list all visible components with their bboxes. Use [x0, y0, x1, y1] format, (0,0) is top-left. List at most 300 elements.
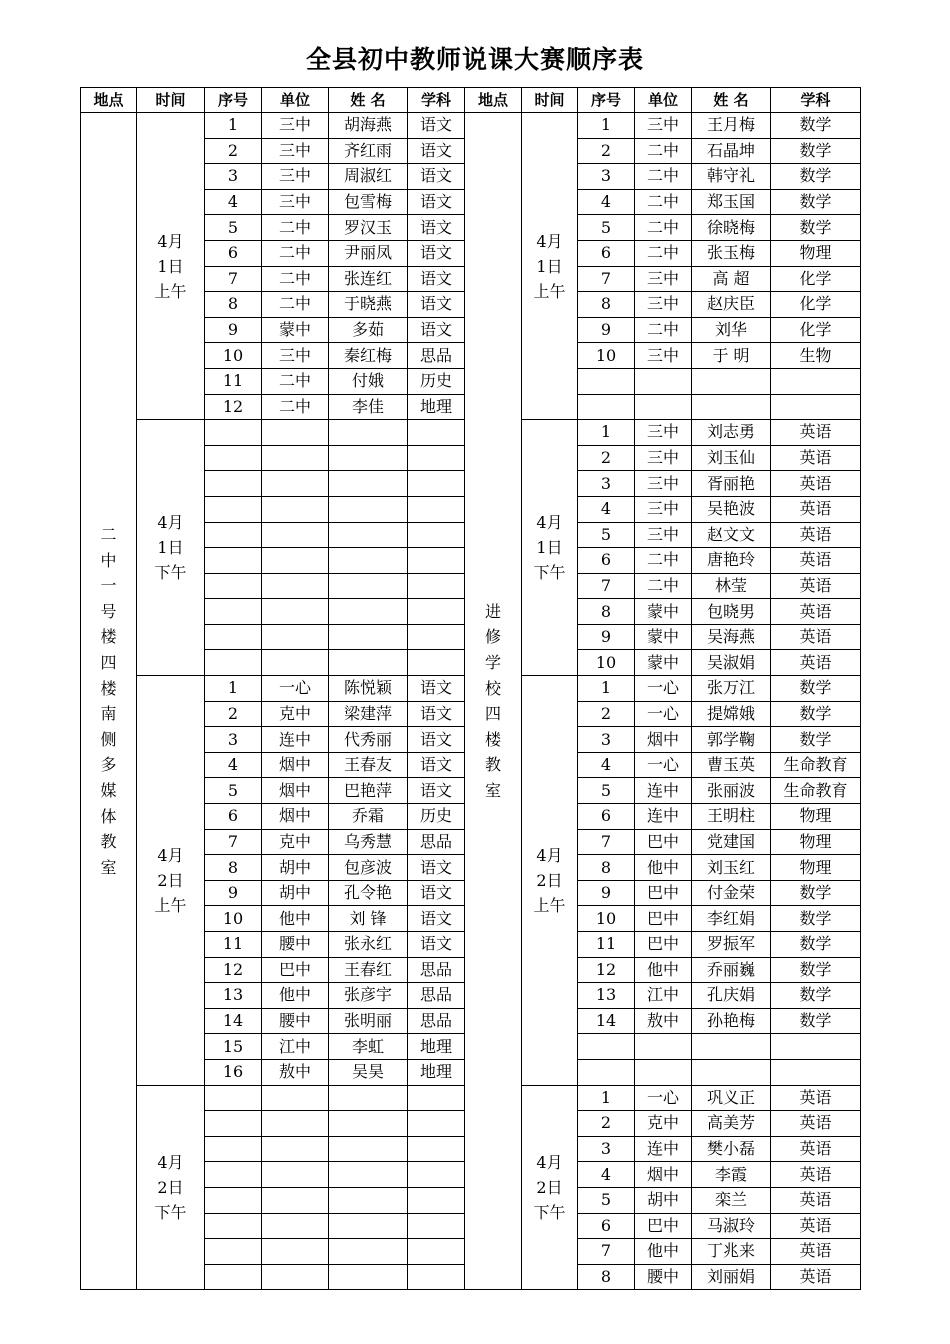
unit-cell: 三中 — [262, 343, 329, 369]
column-header: 学科 — [771, 88, 861, 113]
unit-cell: 他中 — [635, 957, 692, 983]
seq-cell: 4 — [578, 752, 635, 778]
seq-cell: 5 — [578, 1187, 635, 1213]
name-cell: 多茹 — [329, 317, 408, 343]
name-cell: 刘 锋 — [329, 906, 408, 932]
seq-cell: 11 — [205, 368, 262, 394]
subject-cell: 数学 — [771, 957, 861, 983]
seq-cell — [578, 394, 635, 420]
time-slot-text: 4月 2日 上午 — [154, 845, 187, 915]
seq-cell: 2 — [578, 701, 635, 727]
column-header: 序号 — [205, 88, 262, 113]
time-slot-cell — [137, 676, 205, 1086]
seq-cell: 1 — [205, 676, 262, 702]
name-cell: 孔令艳 — [329, 880, 408, 906]
seq-cell: 7 — [578, 266, 635, 292]
seq-cell: 8 — [578, 599, 635, 625]
seq-cell: 6 — [205, 804, 262, 830]
seq-cell: 12 — [205, 394, 262, 420]
name-cell: 孔庆娟 — [692, 983, 771, 1009]
seq-cell — [205, 1213, 262, 1239]
subject-cell: 英语 — [771, 573, 861, 599]
subject-cell — [408, 445, 465, 471]
unit-cell: 一心 — [635, 752, 692, 778]
unit-cell: 烟中 — [262, 752, 329, 778]
subject-cell: 语文 — [408, 240, 465, 266]
unit-cell: 二中 — [262, 292, 329, 318]
unit-cell: 连中 — [635, 1136, 692, 1162]
subject-cell — [408, 573, 465, 599]
seq-cell: 6 — [578, 548, 635, 574]
subject-cell — [408, 650, 465, 676]
seq-cell — [205, 522, 262, 548]
name-cell: 樊小磊 — [692, 1136, 771, 1162]
name-cell: 包彦波 — [329, 855, 408, 881]
seq-cell: 8 — [578, 1264, 635, 1290]
subject-cell: 历史 — [408, 804, 465, 830]
seq-cell: 2 — [578, 138, 635, 164]
seq-cell: 8 — [578, 855, 635, 881]
name-cell: 于晓燕 — [329, 292, 408, 318]
name-cell: 孙艳梅 — [692, 1008, 771, 1034]
subject-cell: 英语 — [771, 1239, 861, 1265]
subject-cell: 数学 — [771, 906, 861, 932]
subject-cell: 思品 — [408, 343, 465, 369]
seq-cell: 5 — [205, 778, 262, 804]
name-cell: 马淑玲 — [692, 1213, 771, 1239]
name-cell: 赵文文 — [692, 522, 771, 548]
seq-cell: 3 — [578, 164, 635, 190]
name-cell: 李佳 — [329, 394, 408, 420]
unit-cell: 蒙中 — [635, 599, 692, 625]
name-cell: 周淑红 — [329, 164, 408, 190]
time-slot-text: 4月 1日 下午 — [154, 513, 187, 583]
unit-cell: 腰中 — [262, 932, 329, 958]
column-header: 时间 — [522, 88, 578, 113]
subject-cell — [408, 1162, 465, 1188]
subject-cell: 英语 — [771, 522, 861, 548]
name-cell: 付娥 — [329, 368, 408, 394]
seq-cell: 4 — [578, 496, 635, 522]
unit-cell: 三中 — [635, 471, 692, 497]
name-cell — [692, 1059, 771, 1085]
seq-cell: 10 — [205, 906, 262, 932]
unit-cell: 连中 — [262, 727, 329, 753]
seq-cell — [578, 368, 635, 394]
subject-cell — [408, 599, 465, 625]
seq-cell: 8 — [205, 292, 262, 318]
subject-cell — [408, 496, 465, 522]
subject-cell: 语文 — [408, 778, 465, 804]
subject-cell: 语文 — [408, 906, 465, 932]
subject-cell: 数学 — [771, 676, 861, 702]
seq-cell: 7 — [205, 266, 262, 292]
name-cell: 唐艳玲 — [692, 548, 771, 574]
seq-cell: 9 — [578, 317, 635, 343]
name-cell — [329, 445, 408, 471]
subject-cell: 数学 — [771, 164, 861, 190]
name-cell: 张彦宇 — [329, 983, 408, 1009]
unit-cell: 三中 — [635, 496, 692, 522]
unit-cell — [262, 1264, 329, 1290]
subject-cell — [771, 394, 861, 420]
unit-cell: 巴中 — [635, 1213, 692, 1239]
subject-cell: 英语 — [771, 548, 861, 574]
time-slot-text: 4月 1日 上午 — [533, 231, 566, 301]
seq-cell: 14 — [578, 1008, 635, 1034]
unit-cell: 三中 — [262, 113, 329, 139]
unit-cell: 三中 — [635, 343, 692, 369]
name-cell: 尹丽凤 — [329, 240, 408, 266]
name-cell: 于 明 — [692, 343, 771, 369]
left-venue-cell — [81, 113, 137, 1290]
unit-cell: 三中 — [635, 445, 692, 471]
name-cell — [329, 522, 408, 548]
subject-cell — [408, 420, 465, 446]
unit-cell: 二中 — [635, 215, 692, 241]
unit-cell: 江中 — [262, 1034, 329, 1060]
subject-cell: 英语 — [771, 1187, 861, 1213]
subject-cell: 思品 — [408, 957, 465, 983]
unit-cell: 三中 — [262, 164, 329, 190]
seq-cell: 9 — [578, 880, 635, 906]
seq-cell — [205, 650, 262, 676]
unit-cell: 敖中 — [262, 1059, 329, 1085]
subject-cell: 思品 — [408, 983, 465, 1009]
name-cell — [329, 548, 408, 574]
subject-cell: 化学 — [771, 266, 861, 292]
seq-cell — [205, 1162, 262, 1188]
seq-cell — [205, 1136, 262, 1162]
name-cell — [329, 496, 408, 522]
subject-cell: 英语 — [771, 471, 861, 497]
subject-cell: 物理 — [771, 240, 861, 266]
unit-cell — [262, 445, 329, 471]
unit-cell: 连中 — [635, 804, 692, 830]
name-cell — [329, 1239, 408, 1265]
seq-cell: 5 — [578, 778, 635, 804]
time-slot-text: 4月 1日 下午 — [533, 513, 566, 583]
name-cell: 赵庆臣 — [692, 292, 771, 318]
subject-cell: 英语 — [771, 445, 861, 471]
column-header: 单位 — [262, 88, 329, 113]
subject-cell: 语文 — [408, 880, 465, 906]
unit-cell: 二中 — [262, 394, 329, 420]
seq-cell: 1 — [578, 676, 635, 702]
seq-cell: 2 — [578, 1111, 635, 1137]
time-slot-cell — [137, 113, 205, 420]
unit-cell: 巴中 — [635, 932, 692, 958]
seq-cell — [205, 599, 262, 625]
name-cell — [329, 420, 408, 446]
name-cell: 李霞 — [692, 1162, 771, 1188]
seq-cell: 3 — [578, 471, 635, 497]
seq-cell — [205, 420, 262, 446]
subject-cell: 语文 — [408, 113, 465, 139]
name-cell: 胥丽艳 — [692, 471, 771, 497]
seq-cell: 10 — [205, 343, 262, 369]
time-slot-cell — [522, 420, 578, 676]
unit-cell: 三中 — [635, 522, 692, 548]
seq-cell — [205, 1085, 262, 1111]
unit-cell: 蒙中 — [262, 317, 329, 343]
seq-cell: 6 — [205, 240, 262, 266]
name-cell: 罗振军 — [692, 932, 771, 958]
name-cell — [329, 573, 408, 599]
name-cell: 张玉梅 — [692, 240, 771, 266]
unit-cell: 胡中 — [262, 855, 329, 881]
seq-cell: 2 — [205, 701, 262, 727]
name-cell: 刘玉仙 — [692, 445, 771, 471]
seq-cell: 4 — [578, 189, 635, 215]
seq-cell: 6 — [578, 240, 635, 266]
name-cell: 刘玉红 — [692, 855, 771, 881]
seq-cell: 11 — [205, 932, 262, 958]
name-cell: 包晓男 — [692, 599, 771, 625]
subject-cell: 化学 — [771, 292, 861, 318]
subject-cell: 生物 — [771, 343, 861, 369]
subject-cell: 语文 — [408, 727, 465, 753]
subject-cell: 英语 — [771, 650, 861, 676]
subject-cell: 数学 — [771, 189, 861, 215]
unit-cell: 他中 — [262, 906, 329, 932]
name-cell: 林莹 — [692, 573, 771, 599]
subject-cell: 物理 — [771, 829, 861, 855]
time-slot-text: 4月 2日 下午 — [154, 1152, 187, 1222]
name-cell: 党建国 — [692, 829, 771, 855]
seq-cell: 9 — [205, 317, 262, 343]
subject-cell: 英语 — [771, 1264, 861, 1290]
subject-cell: 数学 — [771, 1008, 861, 1034]
subject-cell: 数学 — [771, 113, 861, 139]
name-cell: 张丽波 — [692, 778, 771, 804]
unit-cell — [262, 522, 329, 548]
unit-cell — [262, 471, 329, 497]
seq-cell: 7 — [578, 829, 635, 855]
unit-cell: 一心 — [635, 676, 692, 702]
unit-cell — [635, 394, 692, 420]
unit-cell: 克中 — [262, 829, 329, 855]
time-slot-cell — [137, 420, 205, 676]
subject-cell: 数学 — [771, 932, 861, 958]
subject-cell — [408, 1136, 465, 1162]
subject-cell: 数学 — [771, 880, 861, 906]
subject-cell: 数学 — [771, 215, 861, 241]
venue-text: 二中一号楼四楼南侧多媒体教室 — [100, 525, 117, 877]
subject-cell: 语文 — [408, 317, 465, 343]
name-cell: 巩义正 — [692, 1085, 771, 1111]
seq-cell: 9 — [205, 880, 262, 906]
subject-cell: 地理 — [408, 1059, 465, 1085]
name-cell — [329, 599, 408, 625]
name-cell: 石晶坤 — [692, 138, 771, 164]
name-cell: 刘志勇 — [692, 420, 771, 446]
name-cell — [329, 650, 408, 676]
name-cell — [692, 394, 771, 420]
seq-cell: 7 — [205, 829, 262, 855]
subject-cell: 地理 — [408, 1034, 465, 1060]
unit-cell: 烟中 — [635, 727, 692, 753]
unit-cell: 二中 — [262, 215, 329, 241]
seq-cell — [205, 573, 262, 599]
seq-cell: 5 — [205, 215, 262, 241]
unit-cell: 二中 — [262, 266, 329, 292]
subject-cell: 语文 — [408, 215, 465, 241]
unit-cell: 烟中 — [635, 1162, 692, 1188]
column-header: 序号 — [578, 88, 635, 113]
unit-cell — [262, 1162, 329, 1188]
seq-cell: 10 — [578, 650, 635, 676]
name-cell — [329, 1136, 408, 1162]
time-slot-text: 4月 2日 上午 — [533, 845, 566, 915]
name-cell: 乔霜 — [329, 804, 408, 830]
time-slot-cell — [522, 113, 578, 420]
name-cell — [329, 1187, 408, 1213]
unit-cell — [262, 1136, 329, 1162]
seq-cell: 1 — [205, 113, 262, 139]
subject-cell: 英语 — [771, 1162, 861, 1188]
name-cell — [692, 368, 771, 394]
name-cell — [329, 624, 408, 650]
unit-cell — [262, 599, 329, 625]
name-cell — [329, 1085, 408, 1111]
unit-cell: 敖中 — [635, 1008, 692, 1034]
subject-cell — [408, 522, 465, 548]
name-cell: 代秀丽 — [329, 727, 408, 753]
subject-cell: 物理 — [771, 855, 861, 881]
name-cell: 吴海燕 — [692, 624, 771, 650]
page-title: 全县初中教师说课大赛顺序表 — [305, 45, 644, 74]
name-cell: 丁兆来 — [692, 1239, 771, 1265]
time-slot-cell — [522, 676, 578, 1086]
subject-cell: 思品 — [408, 829, 465, 855]
subject-cell — [408, 1264, 465, 1290]
unit-cell: 三中 — [262, 189, 329, 215]
subject-cell — [408, 471, 465, 497]
subject-cell — [408, 1111, 465, 1137]
name-cell: 刘丽娟 — [692, 1264, 771, 1290]
seq-cell: 1 — [578, 1085, 635, 1111]
unit-cell — [262, 650, 329, 676]
unit-cell: 连中 — [635, 778, 692, 804]
name-cell — [329, 1213, 408, 1239]
subject-cell — [408, 624, 465, 650]
name-cell — [329, 1264, 408, 1290]
name-cell: 李虹 — [329, 1034, 408, 1060]
seq-cell: 5 — [578, 215, 635, 241]
name-cell: 郭学鞠 — [692, 727, 771, 753]
seq-cell — [205, 624, 262, 650]
seq-cell: 3 — [578, 727, 635, 753]
subject-cell — [408, 1085, 465, 1111]
unit-cell: 三中 — [635, 420, 692, 446]
subject-cell: 生命教育 — [771, 778, 861, 804]
column-header: 地点 — [465, 88, 522, 113]
venue-text: 进修学校四楼教室 — [484, 601, 501, 800]
subject-cell: 英语 — [771, 1213, 861, 1239]
seq-cell: 4 — [205, 189, 262, 215]
subject-cell: 生命教育 — [771, 752, 861, 778]
seq-cell: 12 — [578, 957, 635, 983]
unit-cell — [262, 1213, 329, 1239]
unit-cell: 巴中 — [262, 957, 329, 983]
name-cell: 栾兰 — [692, 1187, 771, 1213]
name-cell: 齐红雨 — [329, 138, 408, 164]
name-cell: 郑玉国 — [692, 189, 771, 215]
seq-cell: 7 — [578, 573, 635, 599]
unit-cell: 三中 — [262, 138, 329, 164]
subject-cell: 数学 — [771, 983, 861, 1009]
seq-cell: 2 — [205, 138, 262, 164]
unit-cell: 二中 — [635, 138, 692, 164]
unit-cell: 巴中 — [635, 880, 692, 906]
unit-cell — [635, 368, 692, 394]
unit-cell: 胡中 — [635, 1187, 692, 1213]
seq-cell: 9 — [578, 624, 635, 650]
unit-cell: 蒙中 — [635, 624, 692, 650]
unit-cell — [262, 1111, 329, 1137]
subject-cell: 英语 — [771, 624, 861, 650]
seq-cell: 10 — [578, 906, 635, 932]
column-header: 姓 名 — [692, 88, 771, 113]
unit-cell: 三中 — [635, 113, 692, 139]
seq-cell — [205, 1239, 262, 1265]
name-cell: 王春红 — [329, 957, 408, 983]
name-cell: 张连红 — [329, 266, 408, 292]
seq-cell: 5 — [578, 522, 635, 548]
subject-cell: 语文 — [408, 752, 465, 778]
unit-cell: 二中 — [635, 164, 692, 190]
name-cell: 曹玉英 — [692, 752, 771, 778]
schedule-table — [80, 87, 861, 1290]
subject-cell: 地理 — [408, 394, 465, 420]
subject-cell: 数学 — [771, 138, 861, 164]
unit-cell: 三中 — [635, 266, 692, 292]
seq-cell — [205, 1187, 262, 1213]
subject-cell: 语文 — [408, 189, 465, 215]
right-venue-cell — [465, 113, 522, 1290]
time-slot-text: 4月 2日 下午 — [533, 1152, 566, 1222]
subject-cell — [771, 1059, 861, 1085]
name-cell — [329, 1162, 408, 1188]
header-row — [81, 88, 861, 113]
unit-cell: 他中 — [635, 1239, 692, 1265]
subject-cell: 语文 — [408, 701, 465, 727]
subject-cell — [771, 368, 861, 394]
name-cell: 王春友 — [329, 752, 408, 778]
name-cell: 胡海燕 — [329, 113, 408, 139]
unit-cell: 二中 — [262, 368, 329, 394]
name-cell: 包雪梅 — [329, 189, 408, 215]
seq-cell: 8 — [205, 855, 262, 881]
name-cell: 提嫦娥 — [692, 701, 771, 727]
unit-cell — [262, 573, 329, 599]
unit-cell: 胡中 — [262, 880, 329, 906]
seq-cell: 13 — [205, 983, 262, 1009]
name-cell: 高 超 — [692, 266, 771, 292]
unit-cell: 他中 — [635, 855, 692, 881]
column-header: 时间 — [137, 88, 205, 113]
unit-cell — [262, 1085, 329, 1111]
name-cell: 乔丽巍 — [692, 957, 771, 983]
unit-cell — [262, 496, 329, 522]
seq-cell — [205, 471, 262, 497]
seq-cell: 11 — [578, 932, 635, 958]
unit-cell: 克中 — [262, 701, 329, 727]
seq-cell — [205, 548, 262, 574]
column-header: 地点 — [81, 88, 137, 113]
subject-cell: 语文 — [408, 676, 465, 702]
